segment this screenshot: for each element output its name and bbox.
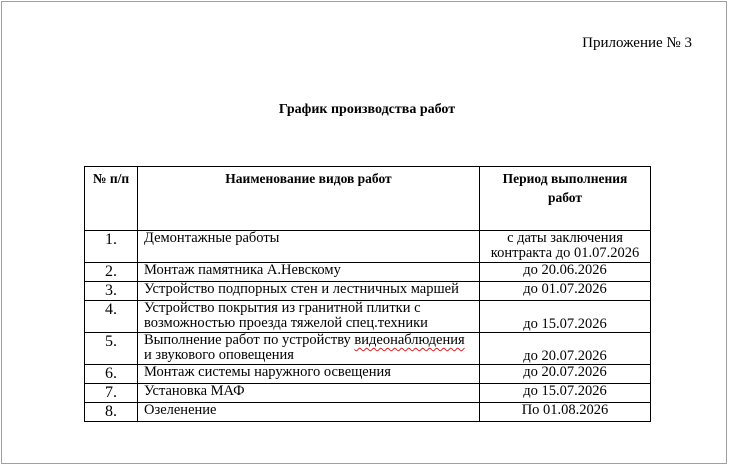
row-work-name: Демонтажные работы [138,231,480,263]
row-number: 4. [85,301,138,333]
row-number: 8. [85,403,138,422]
table-row [85,333,651,365]
row-period: до 15.07.2026 [480,301,651,333]
table-row [85,384,651,403]
row-work-name: Устройство подпорных стен и лестничных маршей [138,282,480,301]
row-period: с даты заключения контракта до 01.07.2026 [480,231,651,263]
row-work-name-part: и звукового оповещения [144,347,294,363]
row-work-name: Установка МАФ [138,384,480,403]
row-work-name: Озеленение [138,403,480,422]
row-number: 3. [85,282,138,301]
document-title: График производства работ [278,102,456,117]
spellcheck-underlined-word: видеонаблюдения [354,332,465,348]
table-header-row [85,167,651,231]
row-period: По 01.08.2026 [480,403,651,422]
row-period: до 20.07.2026 [480,365,651,384]
table-row [85,282,651,301]
header-work-name: Наименование видов работ [138,167,480,231]
row-period: до 15.07.2026 [480,384,651,403]
row-number: 5. [85,333,138,365]
header-number: № п/п [85,167,138,231]
row-work-name: Устройство покрытия из гранитной плитки с возможностью проезда тяжелой спец.техники [138,301,480,333]
table-row [85,365,651,384]
table-row [85,263,651,282]
appendix-label: Приложение № 3 [582,35,692,51]
row-number: 1. [85,231,138,263]
row-work-name [138,333,480,365]
row-work-name: Монтаж памятника А.Невскому [138,263,480,282]
row-work-name: Монтаж системы наружного освещения [138,365,480,384]
row-number: 6. [85,365,138,384]
table-row [85,403,651,422]
row-number: 7. [85,384,138,403]
work-schedule-table [84,166,651,422]
row-period: до 20.06.2026 [480,263,651,282]
row-number: 2. [85,263,138,282]
row-period: до 20.07.2026 [480,333,651,365]
table-row [85,301,651,333]
row-work-name-part: Выполнение работ по устройству [144,332,355,348]
table-row [85,231,651,263]
header-period: Период выполнения работ [480,167,651,231]
row-period: до 01.07.2026 [480,282,651,301]
